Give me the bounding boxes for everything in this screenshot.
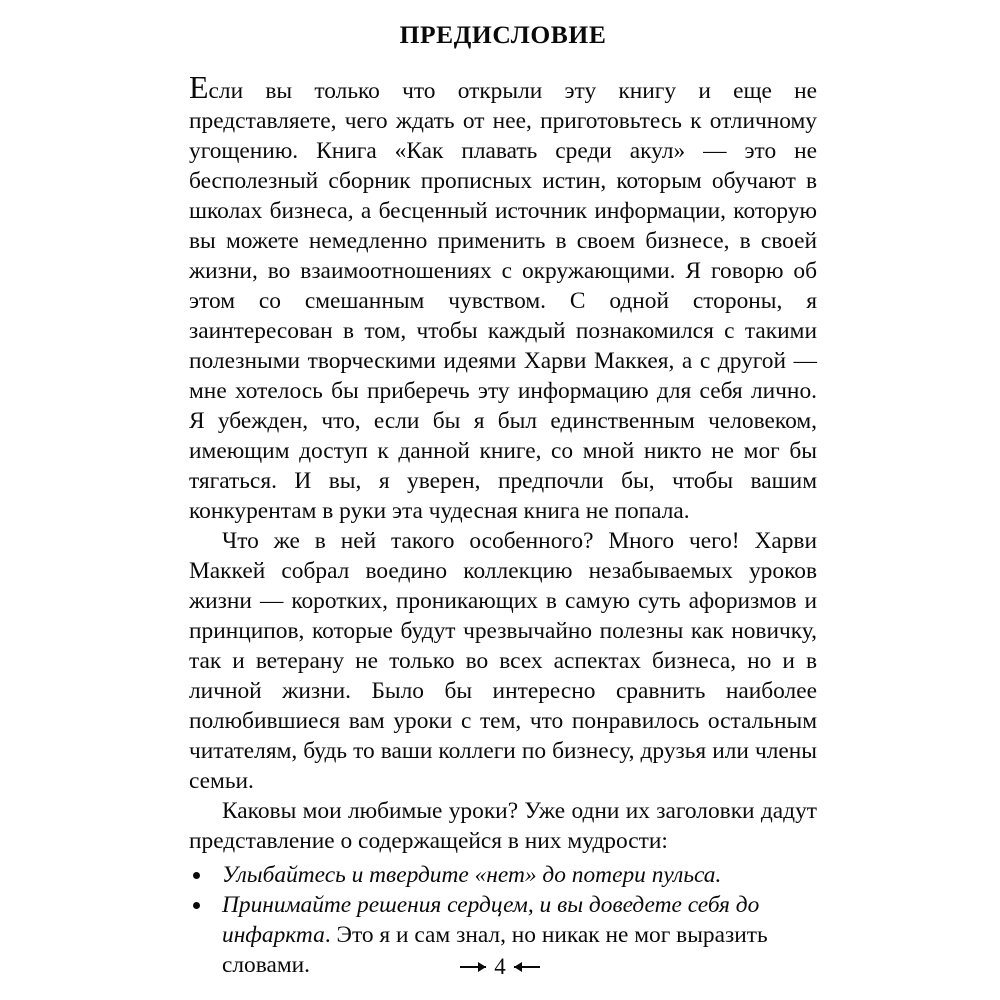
- lesson-title: Принимайте решения сердцем, и вы доведете себя до инфаркта: [222, 891, 760, 948]
- paragraph-1: [189, 68, 817, 526]
- paragraph-3: Каковы мои любимые уроки? Уже одни их заголовки дадут представление о содержащейся в них мудрости:: [189, 797, 817, 854]
- bullet-icon: [193, 872, 200, 879]
- page-title: ПРЕДИСЛОВИЕ: [399, 20, 607, 49]
- paragraph-2: Что же в ней такого особенного? Много чего! Харви Маккей собрал воедино коллекцию незабываемых уроков жизни — коротких, проникающих в самую суть афоризмов и принципов, которые будут чрезвычайно полезны как новичку, так и ветерану не только во всех аспектах бизнеса, но и в личной жизни. Было бы интересно сравнить наиболее полюбившиеся вам уроки с тем, что понравилось остальным читателям, будь то ваши коллеги по бизнесу, друзья или члены семьи.: [189, 527, 817, 794]
- page-text-block: [189, 22, 817, 980]
- initial-capital: Е: [189, 68, 209, 105]
- page-footer: [0, 955, 1000, 978]
- lesson-title: Улыбайтесь и твердите «нет» до потери пульса.: [222, 861, 722, 888]
- lesson-note: . Это я и сам знал, но никак не мог выразить словами.: [222, 921, 768, 978]
- list-item: [189, 860, 817, 890]
- arrow-dash-right-icon: [514, 962, 540, 972]
- arrow-dash-left-icon: [460, 962, 486, 972]
- page-number: 4: [494, 954, 506, 979]
- paragraph-1-text: сли вы только что открыли эту книгу и еще не представляете, чего ждать от нее, приготовьтесь к отличному угощению. Книга «Как плавать среди акул» — это не бесполезный сборник прописных истин, которым обучают в школах бизнеса, а бесценный источник информации, которую вы можете немедленно применить в своем бизнесе, в своей жизни, во взаимоотношениях с окружающими. Я говорю об этом со смешанным чувством. С одной стороны, я заинтересован в том, чтобы каждый познакомился с такими полезными творческими идеями Харви Маккея, а с другой — мне хотелось бы приберечь эту информацию для себя лично. Я убежден, что, если бы я был единственным человеком, имеющим доступ к данной книге, со мной никто не мог бы тягаться. И вы, я уверен, предпочли бы, чтобы вашим конкурентам в руки эта чудесная книга не попала.: [189, 77, 817, 524]
- bullet-icon: [193, 902, 200, 909]
